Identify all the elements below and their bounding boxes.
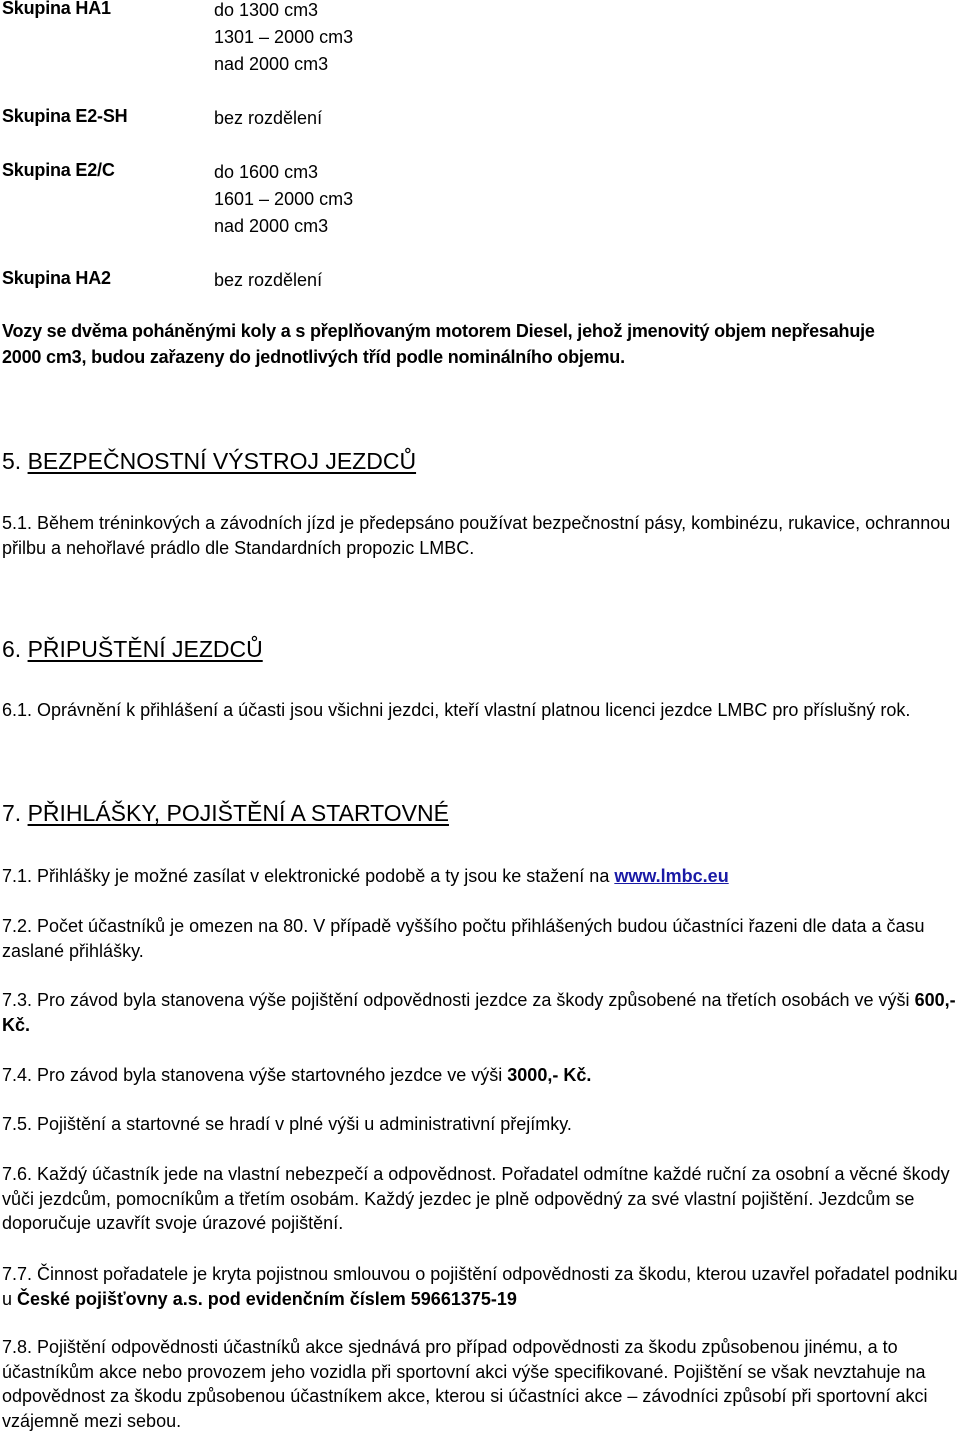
paragraph-7-1 [2, 864, 958, 889]
paragraph-7-2: 7.2. Počet účastníků je omezen na 80. V případě vyššího počtu přihlášených budou účastníci řazeni dle data a času zaslané přihlášky. [2, 916, 925, 961]
group-value: do 1600 cm3 [214, 162, 319, 182]
group-values-ha2 [214, 267, 322, 294]
group-value: bez rozdělení [214, 108, 323, 128]
section-title: BEZPEČNOSTNÍ VÝSTROJ JEZDCŮ [27, 448, 417, 474]
section-5-heading [2, 448, 416, 475]
paragraph-text: 7.4. Pro závod byla stanovena výše startovného jezdce ve výši [2, 1065, 508, 1085]
group-value: nad 2000 cm3 [214, 54, 329, 74]
group-name-ha2: Skupina HA2 [2, 268, 111, 288]
section-title: PŘIHLÁŠKY, POJIŠTĚNÍ A STARTOVNÉ [27, 800, 449, 826]
paragraph-7-5: 7.5. Pojištění a startovné se hradí v plné výši u administrativní přejímky. [2, 1114, 572, 1134]
group-value: bez rozdělení [214, 270, 323, 290]
group-values-e2-c [214, 159, 353, 240]
paragraph-text: 7.3. Pro závod byla stanovena výše pojištění odpovědnosti jezdce za škody způsobené na třetích osobách ve výši [2, 990, 915, 1010]
group-value: nad 2000 cm3 [214, 216, 329, 236]
diesel-note: Vozy se dvěma poháněnými koly a s přeplňovaným motorem Diesel, jehož jmenovitý objem nepřesahuje 2000 cm3, budou zařazeny do jednotlivých tříd podle nominálního objemu. [2, 321, 875, 367]
paragraph-7-4 [2, 1063, 958, 1088]
paragraph-7-3 [2, 988, 958, 1037]
paragraph-6-1: 6.1. Oprávnění k přihlášení a účasti jsou všichni jezdci, kteří vlastní platnou licenci jezdce LMBC pro příslušný rok. [2, 700, 911, 720]
paragraph-7-7 [2, 1262, 958, 1311]
entry-fee-amount: 3000,- Kč. [507, 1065, 592, 1085]
group-name-ha1: Skupina HA1 [2, 0, 111, 18]
insurer-policy: České pojišťovny a.s. pod evidenčním číslem 59661375-19 [17, 1288, 517, 1309]
section-number: 7. [2, 800, 22, 826]
group-value: 1301 – 2000 cm3 [214, 27, 354, 47]
group-name-e2-sh: Skupina E2-SH [2, 106, 128, 126]
paragraph-7-6: 7.6. Každý účastník jede na vlastní nebezpečí a odpovědnost. Pořadatel odmítne každé ruční za osobní a věcné škody vůči jezdcům, pomocníkům a třetím osobám. Každý jezdec je plně odpovědný za své vlastní pojištění. Jezdcům se doporučuje uzavřít svoje úrazové pojištění. [2, 1164, 950, 1233]
lmbc-website-link[interactable]: www.lmbc.eu [614, 866, 729, 886]
paragraph-text: 7.1. Přihlášky je možné zasílat v elektronické podobě a ty jsou ke stažení na [2, 866, 615, 886]
group-value: do 1300 cm3 [214, 0, 319, 20]
insurance-amount: 600,- Kč. [2, 990, 956, 1035]
group-value: 1601 – 2000 cm3 [214, 189, 354, 209]
paragraph-7-8: 7.8. Pojištění odpovědnosti účastníků akce sjednává pro případ odpovědnosti za škodu způsobenou jinému, a to účastníkům akce nebo provozem jeho vozidla při sportovní akci výše specifikované. Pojištění se však nevztahuje na odpovědnost za škodu způsobenou účastníkem akce, kterou si účastníci akce – závodníci způsobí při sportovní akci vzájemně mezi sebou. [2, 1337, 928, 1431]
section-number: 5. [2, 448, 22, 474]
group-values-e2-sh [214, 105, 322, 132]
group-values-ha1 [214, 0, 353, 78]
section-number: 6. [2, 636, 22, 662]
section-7-heading [2, 800, 449, 827]
group-name-e2-c: Skupina E2/C [2, 160, 115, 180]
paragraph-text: 7.7. Činnost pořadatele je kryta pojistnou smlouvou o pojištění odpovědnosti za škodu, kterou uzavřel pořadatel podniku u [2, 1264, 958, 1309]
paragraph-5-1: 5.1. Během tréninkových a závodních jízd je předepsáno používat bezpečnostní pásy, kombinézu, rukavice, ochrannou přilbu a nehořlavé prádlo dle Standardních propozic LMBC. [2, 513, 951, 558]
section-title: PŘIPUŠTĚNÍ JEZDCŮ [27, 636, 263, 662]
section-6-heading [2, 636, 263, 663]
